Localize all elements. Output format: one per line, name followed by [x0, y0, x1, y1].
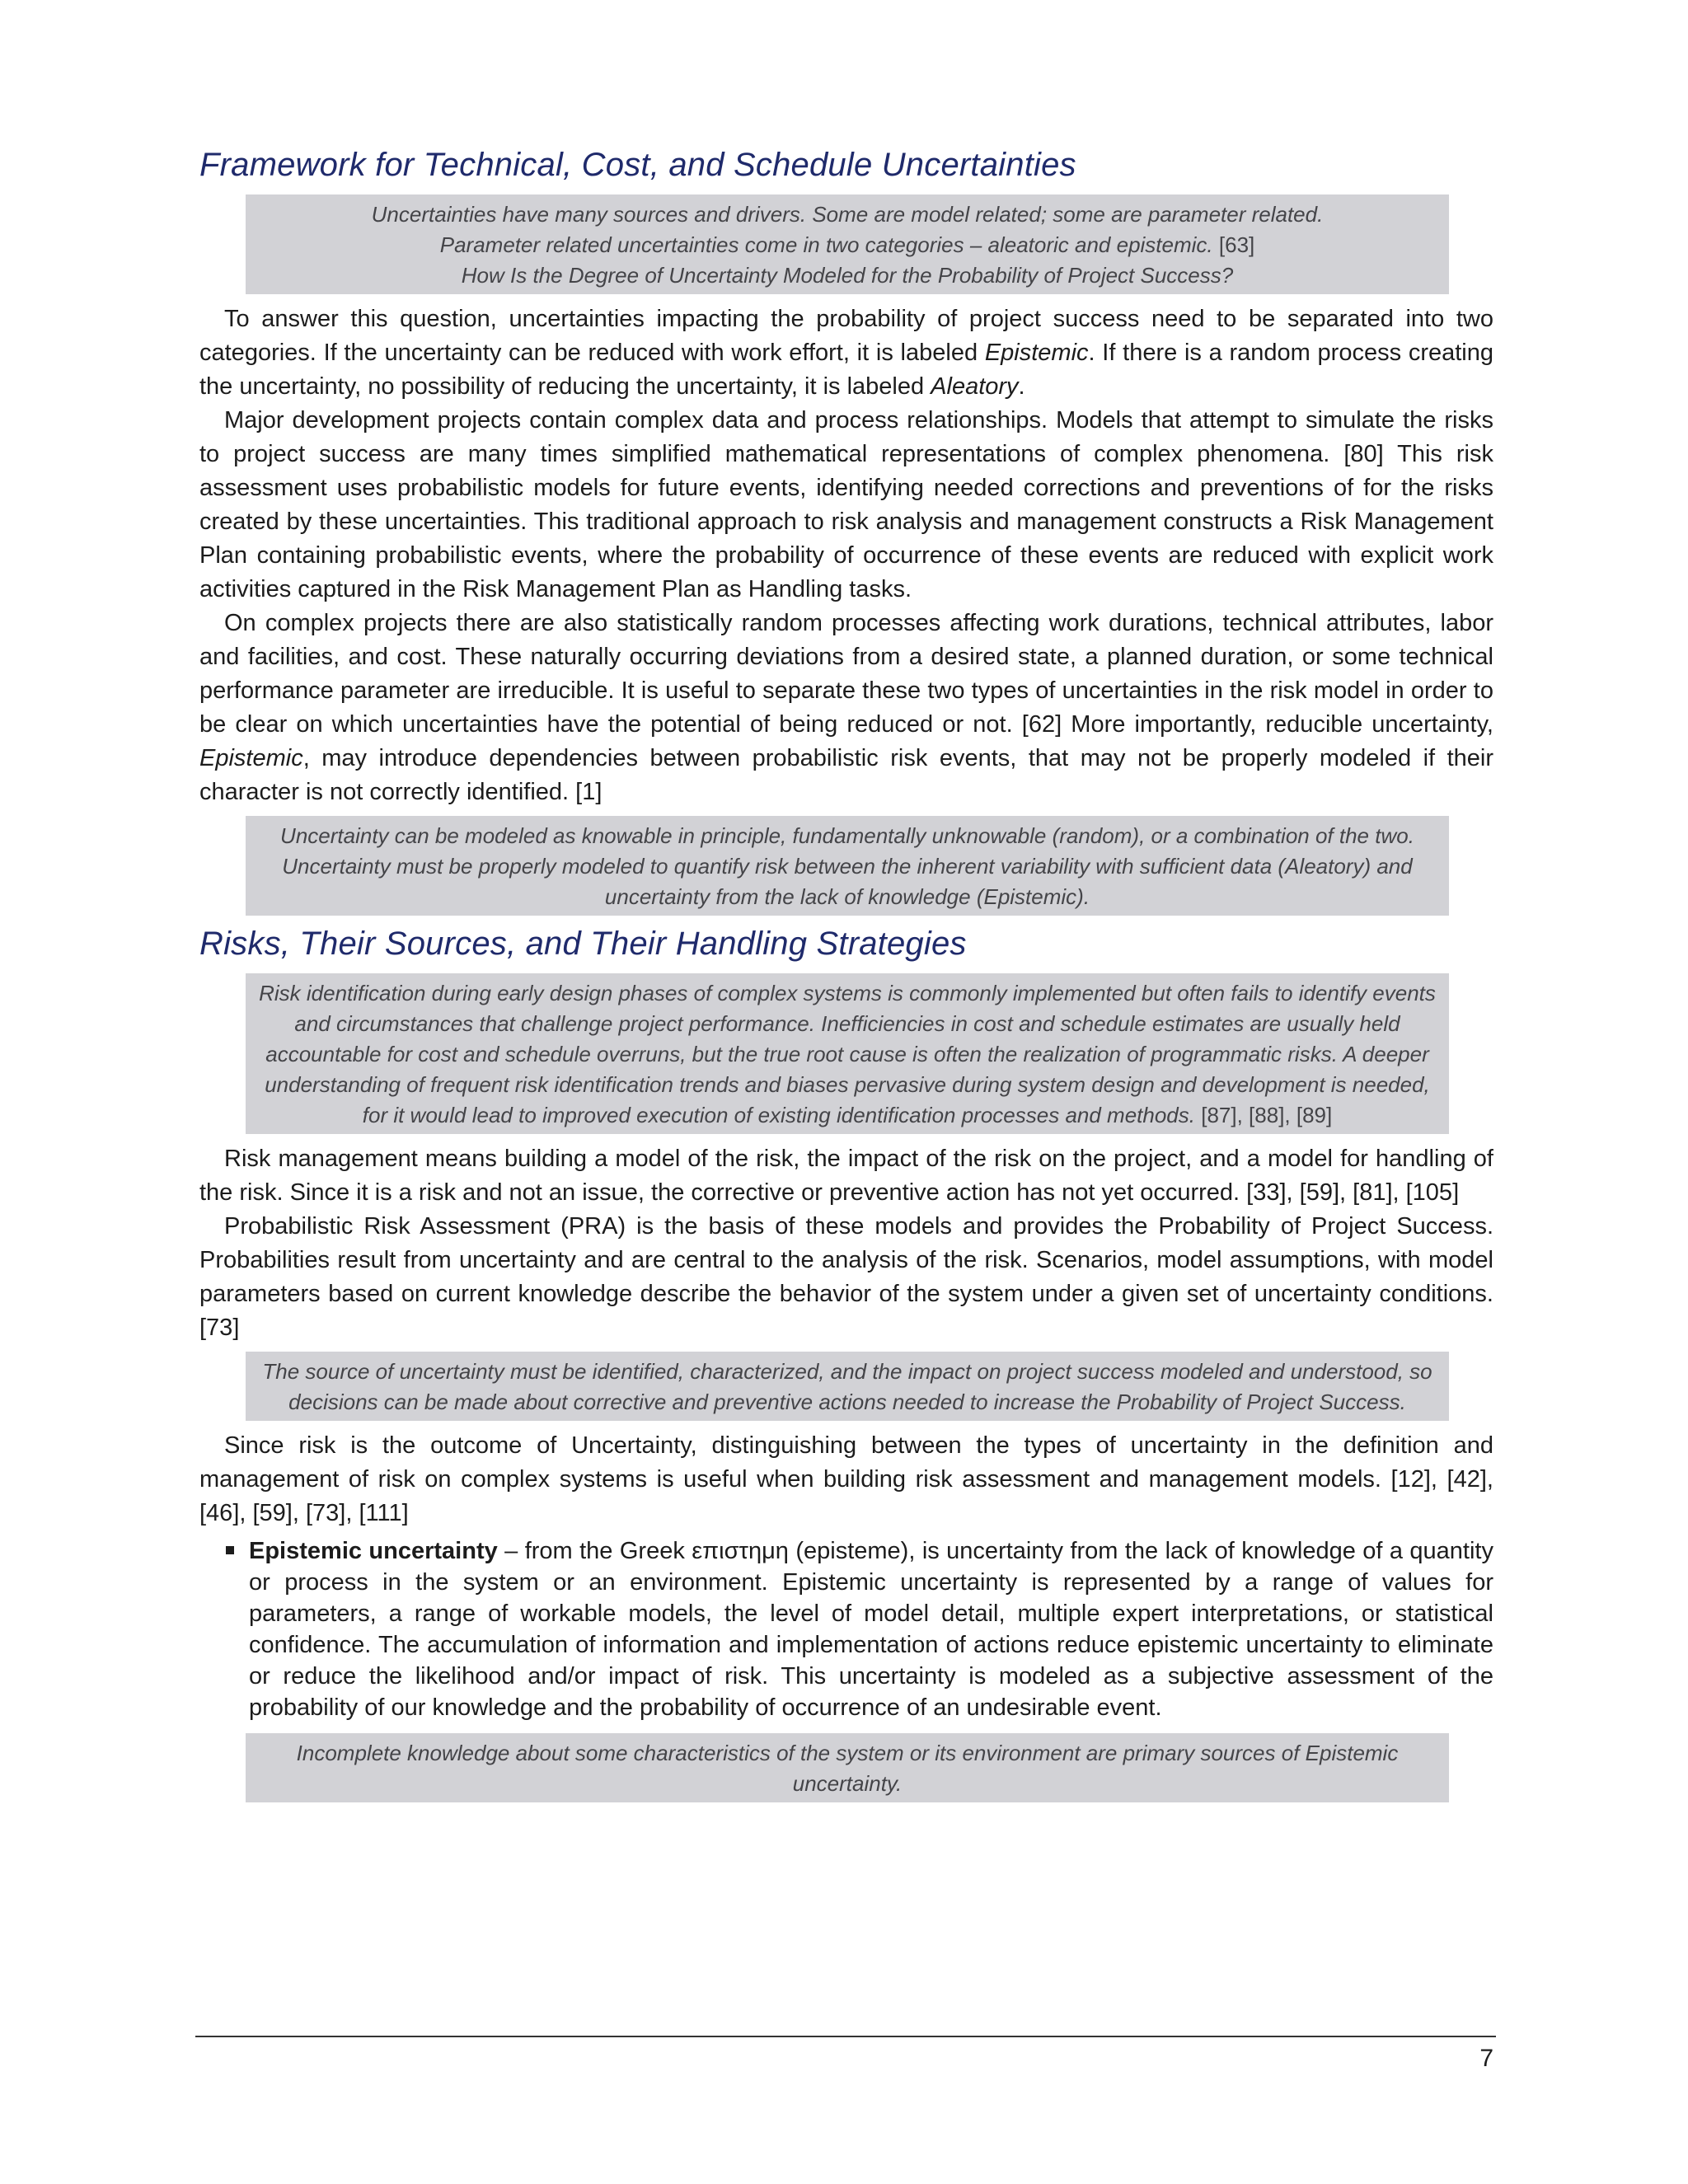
- callout-text: The source of uncertainty must be identified, characterized, and the impact on project success modeled and understood, so decisions can be made about corrective and preventive actions needed to increase the Probability of Project Success.: [262, 1359, 1432, 1414]
- bullet-list: [199, 1535, 1493, 1723]
- paragraph-text: On complex projects there are also statistically random processes affecting work durations, technical attributes, labor and facilities, and cost. These naturally occurring deviations from a desired state, a planned duration, or some technical performance parameter are irreducible. It is useful to separate these two types of uncertainties in the risk model in order to be clear on which uncertainties have the potential of being reduced or not. [62] More importantly, reducible uncertainty,: [199, 610, 1493, 738]
- section-heading-framework: Framework for Technical, Cost, and Schedule Uncertainties: [199, 147, 1076, 183]
- square-bullet-icon: [226, 1546, 234, 1554]
- callout-question: How Is the Degree of Uncertainty Modeled for the Probability of Project Success?: [461, 263, 1234, 288]
- emphasis-term: Epistemic: [984, 340, 1089, 366]
- callout-line: Uncertainty can be modeled as knowable in principle, fundamentally unknowable (random), or a combination of the two.: [280, 823, 1414, 848]
- list-item: [199, 1535, 1493, 1723]
- callout-uncertainty-modeling: [246, 816, 1449, 916]
- callout-text: Incomplete knowledge about some characteristics of the system or its environment are primary sources of Epistemic uncertainty.: [296, 1741, 1399, 1796]
- footer-rule: [195, 2036, 1496, 2037]
- callout-text: Risk identification during early design phases of complex systems is commonly implemented but often fails to identify events and circumstances that challenge project performance. Inefficiencies in cost and schedule estimates are usually held accountable for cost and schedule overruns, but the true root cause is often the realization of programmatic risks. A deeper understanding of frequent risk identification trends and biases pervasive during system design and development is needed, for it would lead to improved execution of existing identification processes and methods.: [259, 981, 1436, 1127]
- paragraph: Major development projects contain complex data and process relationships. Models that attempt to simulate the risks to project success are many times simplified mathematical representations of complex phenomena. [80] This risk assessment uses probabilistic models for future events, identifying needed corrections and preventions of for the risks created by these uncertainties. This traditional approach to risk analysis and management constructs a Risk Management Plan containing probabilistic events, where the probability of occurrence of these events are reduced with explicit work activities captured in the Risk Management Plan as Handling tasks.: [199, 407, 1493, 602]
- paragraph: [199, 302, 1493, 404]
- callout-line: Uncertainty must be properly modeled to quantify risk between the inherent variability with sufficient data (Aleatory) and uncertainty from the lack of knowledge (Epistemic).: [282, 854, 1413, 909]
- emphasis-term: Epistemic: [199, 745, 303, 771]
- page-number: 7: [1479, 2045, 1493, 2072]
- citation: [87], [88], [89]: [1201, 1103, 1333, 1127]
- callout-line: [257, 230, 1437, 260]
- bullet-text: – from the Greek επιστημη (episteme), is uncertainty from the lack of knowledge of a quantity or process in the system or an environment. Epistemic uncertainty is represented by a range of values for parameters, a range of workable models, the level of model detail, multiple expert interpretations, or statistical confidence. The accumulation of information and implementation of actions reduce epistemic uncertainty to eliminate or reduce the likelihood and/or impact of risk. This uncertainty is modeled as a subjective assessment of the probability of our knowledge and the probability of occurrence of an undesirable event.: [249, 1538, 1493, 1721]
- callout-text: Parameter related uncertainties come in two categories – aleatoric and epistemic.: [439, 232, 1213, 257]
- callout-uncertainty-source: [246, 1352, 1449, 1421]
- callout-uncertainty-sources: [246, 194, 1449, 294]
- paragraph-text: . If there is a random process creating the uncertainty, no possibility of reducing the uncertainty, it is labeled: [199, 340, 1493, 400]
- paragraph-text: , may introduce dependencies between probabilistic risk events, that may not be properly modeled if their character is not correctly identified. [1]: [199, 745, 1493, 805]
- bullet-term: Epistemic uncertainty: [249, 1538, 498, 1564]
- callout-line: Uncertainties have many sources and drivers. Some are model related; some are parameter related.: [371, 202, 1324, 227]
- callout-incomplete-knowledge: [246, 1733, 1449, 1802]
- paragraph: [199, 607, 1493, 809]
- page-content: [199, 145, 1493, 1811]
- paragraph: Risk management means building a model of the risk, the impact of the risk on the project, and a model for handling of the risk. Since it is a risk and not an issue, the corrective or preventive action has not yet occurred. [33], [59], [81], [105]: [199, 1146, 1493, 1206]
- emphasis-term: Aleatory: [931, 373, 1019, 400]
- paragraph: Since risk is the outcome of Uncertainty, distinguishing between the types of uncertainty in the definition and management of risk on complex systems is useful when building risk assessment and management models. [12], [42], [46], [59], [73], [111]: [199, 1432, 1493, 1526]
- paragraph-text: To answer this question, uncertainties impacting the probability of project success need to be separated into two categories. If the uncertainty can be reduced with work effort, it is labeled: [199, 306, 1493, 366]
- citation: [63]: [1218, 232, 1255, 257]
- section-heading-risks: Risks, Their Sources, and Their Handling Strategies: [199, 926, 967, 962]
- paragraph-text: .: [1018, 373, 1025, 400]
- paragraph: Probabilistic Risk Assessment (PRA) is the basis of these models and provides the Probability of Project Success. Probabilities result from uncertainty and are central to the analysis of the risk. Scenarios, model assumptions, with model parameters based on current knowledge describe the behavior of the system under a given set of uncertainty conditions. [73]: [199, 1213, 1493, 1341]
- callout-risk-identification: [246, 973, 1449, 1134]
